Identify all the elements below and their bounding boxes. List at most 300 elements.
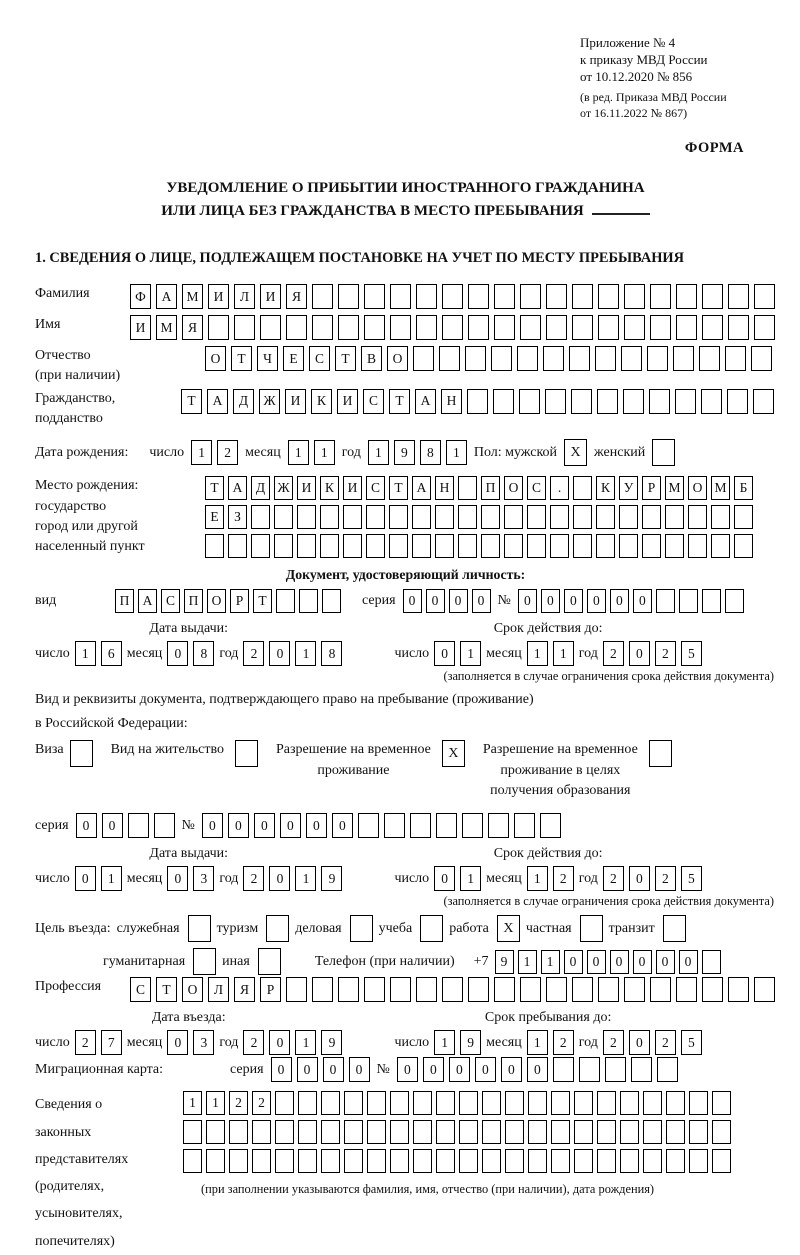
char-cell: 1 xyxy=(368,440,389,465)
char-cell xyxy=(701,389,722,414)
char-cell xyxy=(519,389,540,414)
purpose-label: Цель въезда: xyxy=(35,920,111,936)
char-cell: 6 xyxy=(101,641,122,666)
char-cell: 0 xyxy=(633,950,652,974)
char-cell xyxy=(505,1120,524,1144)
char-cell xyxy=(596,534,615,558)
char-cell xyxy=(183,1149,202,1173)
char-cell: 0 xyxy=(679,950,698,974)
char-cell: О xyxy=(688,476,707,500)
char-cell xyxy=(275,1091,294,1115)
char-cell: 1 xyxy=(288,440,309,465)
citizenship-label: Гражданство, подданство xyxy=(35,390,116,427)
char-cell xyxy=(702,284,723,309)
char-cell xyxy=(299,589,318,613)
char-cell xyxy=(322,589,341,613)
char-cell: 0 xyxy=(501,1057,522,1082)
char-cell xyxy=(260,315,281,340)
char-cell: 0 xyxy=(332,813,353,838)
char-cell xyxy=(550,534,569,558)
char-cell xyxy=(482,1120,501,1144)
char-cell xyxy=(462,813,483,838)
char-cell xyxy=(274,534,293,558)
char-cell xyxy=(649,389,670,414)
char-cell xyxy=(481,534,500,558)
char-cell xyxy=(546,315,567,340)
char-cell: А xyxy=(207,389,228,414)
char-cell xyxy=(298,1120,317,1144)
section1-heading: 1. СВЕДЕНИЯ О ЛИЦЕ, ПОДЛЕЖАЩЕМ ПОСТАНОВКЕ НА УЧЕТ ПО МЕСТУ ПРЕБЫВАНИЯ xyxy=(35,250,684,267)
char-cell: О xyxy=(504,476,523,500)
char-cell: 2 xyxy=(243,641,264,666)
char-cell xyxy=(545,389,566,414)
char-cell: И xyxy=(285,389,306,414)
char-cell xyxy=(505,1149,524,1173)
char-cell xyxy=(528,1091,547,1115)
char-cell: 0 xyxy=(306,813,327,838)
res-expiry-note: (заполняется в случае ограничения срока действия документа) xyxy=(443,894,774,909)
char-cell: В xyxy=(361,346,382,371)
char-cell xyxy=(205,534,224,558)
res-number-label: № xyxy=(181,817,195,833)
char-cell: Я xyxy=(182,315,203,340)
char-cell: А xyxy=(412,476,431,500)
char-cell xyxy=(312,284,333,309)
res-series-label: серия xyxy=(35,817,69,833)
char-cell xyxy=(413,346,434,371)
stay-day xyxy=(434,1030,481,1055)
char-cell xyxy=(505,1091,524,1115)
char-cell xyxy=(504,534,523,558)
char-cell: Р xyxy=(260,977,281,1002)
char-cell xyxy=(468,977,489,1002)
char-cell xyxy=(286,977,307,1002)
entry-year xyxy=(243,1030,342,1055)
char-cell: 8 xyxy=(420,440,441,465)
char-cell xyxy=(574,1120,593,1144)
char-cell xyxy=(320,505,339,529)
char-cell xyxy=(572,977,593,1002)
char-cell xyxy=(390,1091,409,1115)
char-cell xyxy=(520,284,541,309)
char-cell xyxy=(673,346,694,371)
char-cell xyxy=(624,284,645,309)
char-cell: О xyxy=(387,346,408,371)
amend-line: от 16.11.2022 № 867) xyxy=(580,106,688,121)
char-cell: 8 xyxy=(193,641,214,666)
char-cell: Л xyxy=(208,977,229,1002)
birth-place-row xyxy=(35,476,776,563)
form-title xyxy=(35,177,776,224)
char-cell xyxy=(597,1120,616,1144)
char-cell xyxy=(546,977,567,1002)
char-cell: Б xyxy=(734,476,753,500)
char-cell xyxy=(676,284,697,309)
char-cell: Т xyxy=(205,476,224,500)
char-cell xyxy=(493,389,514,414)
char-cell: 0 xyxy=(167,641,188,666)
char-cell xyxy=(699,346,720,371)
char-cell xyxy=(465,346,486,371)
char-cell xyxy=(390,284,411,309)
char-cell: 0 xyxy=(587,950,606,974)
char-cell xyxy=(642,534,661,558)
char-cell xyxy=(551,1120,570,1144)
char-cell xyxy=(494,315,515,340)
stay-year xyxy=(603,1030,702,1055)
char-cell xyxy=(574,1149,593,1173)
char-cell xyxy=(390,1120,409,1144)
char-cell xyxy=(416,315,437,340)
char-cell xyxy=(228,534,247,558)
form-label: ФОРМА xyxy=(684,139,744,156)
char-cell: 1 xyxy=(183,1091,202,1115)
purpose-study-checkbox xyxy=(420,915,443,942)
char-cell xyxy=(468,315,489,340)
res-expiry-group: Срок действия до: число 0 1 месяц 1 2 год 2 0 2 5 xyxy=(394,846,701,891)
char-cell: С xyxy=(527,476,546,500)
temp-residence-checkbox: X xyxy=(442,740,465,767)
char-cell xyxy=(459,1091,478,1115)
char-cell xyxy=(579,1057,600,1082)
phone-label: Телефон (при наличии) xyxy=(314,953,455,969)
char-cell: 0 xyxy=(541,589,560,613)
char-cell xyxy=(344,1149,363,1173)
char-cell: 9 xyxy=(321,866,342,891)
legal-reps-row3 xyxy=(183,1149,731,1173)
char-cell: А xyxy=(228,476,247,500)
purpose-transit: транзит xyxy=(609,915,686,942)
char-cell: 9 xyxy=(394,440,415,465)
char-cell xyxy=(598,315,619,340)
char-cell: 0 xyxy=(629,641,650,666)
doc-kind-cells xyxy=(115,589,341,613)
doc-expiry-note: (заполняется в случае ограничения срока действия документа) xyxy=(443,669,774,684)
purpose-humanitarian-checkbox xyxy=(193,948,216,975)
char-cell xyxy=(728,315,749,340)
res-expiry-month xyxy=(527,866,574,891)
char-cell: 2 xyxy=(603,1030,624,1055)
char-cell: Ч xyxy=(257,346,278,371)
char-cell: 0 xyxy=(75,866,96,891)
patronymic-label: Отчество (при наличии) xyxy=(35,348,121,384)
char-cell xyxy=(321,1091,340,1115)
char-cell: И xyxy=(260,284,281,309)
char-cell xyxy=(620,1149,639,1173)
char-cell xyxy=(624,315,645,340)
char-cell xyxy=(343,505,362,529)
char-cell xyxy=(343,534,362,558)
char-cell xyxy=(572,284,593,309)
char-cell xyxy=(688,534,707,558)
char-cell xyxy=(619,534,638,558)
char-cell: 0 xyxy=(434,641,455,666)
char-cell xyxy=(251,505,270,529)
char-cell xyxy=(753,389,774,414)
doc-series-label: серия xyxy=(362,593,396,609)
char-cell: Я xyxy=(286,284,307,309)
ref-line: Приложение № 4 xyxy=(580,35,676,50)
char-cell xyxy=(569,346,590,371)
char-cell xyxy=(689,1149,708,1173)
char-cell: О xyxy=(205,346,226,371)
char-cell: Д xyxy=(251,476,270,500)
char-cell xyxy=(338,977,359,1002)
doc-expiry-year xyxy=(603,641,702,666)
char-cell: 1 xyxy=(527,1030,548,1055)
entry-month xyxy=(167,1030,214,1055)
char-cell: 9 xyxy=(460,1030,481,1055)
char-cell xyxy=(540,813,561,838)
char-cell: Т xyxy=(335,346,356,371)
char-cell xyxy=(481,505,500,529)
char-cell: М xyxy=(156,315,177,340)
char-cell: 0 xyxy=(426,589,445,613)
char-cell: 1 xyxy=(460,641,481,666)
char-cell xyxy=(734,534,753,558)
char-cell xyxy=(711,534,730,558)
char-cell xyxy=(358,813,379,838)
char-cell: Д xyxy=(233,389,254,414)
purpose-study: учеба xyxy=(379,915,444,942)
res-issue-year xyxy=(243,866,342,891)
char-cell: 0 xyxy=(102,813,123,838)
char-cell xyxy=(366,505,385,529)
gender-female-label: женский xyxy=(594,444,646,460)
char-cell xyxy=(574,1091,593,1115)
char-cell: И xyxy=(343,476,362,500)
char-cell xyxy=(656,589,675,613)
char-cell: С xyxy=(363,389,384,414)
char-cell xyxy=(494,977,515,1002)
char-cell: О xyxy=(182,977,203,1002)
res-expiry-day xyxy=(434,866,481,891)
char-cell: Е xyxy=(205,505,224,529)
given-name-row xyxy=(35,315,776,340)
entry-date-group: Дата въезда: число 2 7 месяц 0 3 год 2 0 1 9 xyxy=(35,1010,342,1055)
doc-issue-year xyxy=(243,641,342,666)
char-cell xyxy=(482,1091,501,1115)
char-cell xyxy=(467,389,488,414)
visa-checkbox xyxy=(70,740,93,767)
char-cell: А xyxy=(138,589,157,613)
char-cell: 2 xyxy=(252,1091,271,1115)
purpose-business: служебная xyxy=(117,915,211,942)
surname-row xyxy=(35,284,776,309)
char-cell xyxy=(459,1149,478,1173)
char-cell: 1 xyxy=(518,950,537,974)
char-cell: 3 xyxy=(193,866,214,891)
char-cell xyxy=(468,284,489,309)
stay-until-group: Срок пребывания до: число 1 9 месяц 1 2 год 2 0 2 5 xyxy=(394,1010,701,1055)
char-cell: 0 xyxy=(449,1057,470,1082)
char-cell: Е xyxy=(283,346,304,371)
legal-reps-row1 xyxy=(183,1091,731,1115)
legal-reps-label: Сведения о законных представителях (родителях, усыновителях, попечителях) xyxy=(35,1097,129,1249)
char-cell xyxy=(364,977,385,1002)
char-cell xyxy=(252,1120,271,1144)
char-cell: 2 xyxy=(655,1030,676,1055)
char-cell: 2 xyxy=(603,866,624,891)
char-cell: К xyxy=(596,476,615,500)
char-cell xyxy=(338,315,359,340)
char-cell xyxy=(364,284,385,309)
char-cell xyxy=(650,315,671,340)
stay-month xyxy=(527,1030,574,1055)
char-cell xyxy=(527,534,546,558)
char-cell xyxy=(620,1091,639,1115)
char-cell xyxy=(550,505,569,529)
char-cell: 2 xyxy=(553,866,574,891)
char-cell xyxy=(596,505,615,529)
char-cell xyxy=(367,1149,386,1173)
legal-reps-section xyxy=(35,1091,776,1255)
char-cell xyxy=(679,589,698,613)
char-cell xyxy=(298,1149,317,1173)
char-cell xyxy=(689,1120,708,1144)
char-cell xyxy=(643,1149,662,1173)
identity-doc-row xyxy=(35,589,776,613)
char-cell xyxy=(367,1091,386,1115)
char-cell xyxy=(436,813,457,838)
char-cell xyxy=(553,1057,574,1082)
char-cell xyxy=(344,1091,363,1115)
char-cell xyxy=(573,505,592,529)
char-cell xyxy=(491,346,512,371)
char-cell: 9 xyxy=(495,950,514,974)
char-cell xyxy=(338,284,359,309)
char-cell: Ж xyxy=(259,389,280,414)
doc-issue-day xyxy=(75,641,122,666)
char-cell: Я xyxy=(234,977,255,1002)
char-cell xyxy=(208,315,229,340)
char-cell xyxy=(442,315,463,340)
char-cell xyxy=(702,589,721,613)
char-cell: 0 xyxy=(629,866,650,891)
char-cell xyxy=(597,1091,616,1115)
char-cell: Ж xyxy=(274,476,293,500)
char-cell: Т xyxy=(389,389,410,414)
birth-place-cells xyxy=(205,476,753,563)
citizenship-cells xyxy=(181,389,774,414)
char-cell xyxy=(251,534,270,558)
char-cell: И xyxy=(297,476,316,500)
char-cell: С xyxy=(366,476,385,500)
char-cell xyxy=(442,284,463,309)
char-cell xyxy=(619,505,638,529)
char-cell xyxy=(436,1091,455,1115)
birth-date-row: Дата рождения: число 1 2 месяц 1 1 год 1 9 8 1 Пол: мужской X женский xyxy=(35,439,776,466)
profession-label: Профессия xyxy=(35,979,102,995)
char-cell xyxy=(728,284,749,309)
char-cell xyxy=(675,389,696,414)
char-cell: М xyxy=(182,284,203,309)
char-cell: 2 xyxy=(75,1030,96,1055)
char-cell xyxy=(482,1149,501,1173)
char-cell xyxy=(286,315,307,340)
char-cell xyxy=(702,315,723,340)
purpose-work: работа X xyxy=(449,915,520,942)
char-cell xyxy=(676,977,697,1002)
purpose-private: частная xyxy=(526,915,603,942)
char-cell: А xyxy=(415,389,436,414)
option-residence-permit: Вид на жительство xyxy=(111,740,258,767)
char-cell: З xyxy=(228,505,247,529)
char-cell: 3 xyxy=(193,1030,214,1055)
char-cell: 9 xyxy=(321,1030,342,1055)
blank-underline xyxy=(592,213,650,215)
char-cell: И xyxy=(130,315,151,340)
form-title-line1: УВЕДОМЛЕНИЕ О ПРИБЫТИИ ИНОСТРАННОГО ГРАЖДАНИНА xyxy=(166,179,645,196)
given-name-label: Имя xyxy=(35,317,61,333)
char-cell: 0 xyxy=(629,1030,650,1055)
char-cell xyxy=(571,389,592,414)
char-cell xyxy=(623,389,644,414)
citizenship-row xyxy=(35,389,776,430)
option-temp-residence: Разрешение на временное проживание X xyxy=(276,740,465,781)
char-cell xyxy=(517,346,538,371)
char-cell: Р xyxy=(230,589,249,613)
char-cell xyxy=(528,1149,547,1173)
char-cell xyxy=(665,505,684,529)
char-cell xyxy=(206,1149,225,1173)
doc-number-label: № xyxy=(497,593,511,609)
char-cell xyxy=(620,1120,639,1144)
char-cell xyxy=(488,813,509,838)
identity-doc-heading: Документ, удостоверяющий личность: xyxy=(285,567,526,583)
char-cell xyxy=(520,977,541,1002)
char-cell: 1 xyxy=(295,641,316,666)
char-cell: С xyxy=(130,977,151,1002)
char-cell xyxy=(229,1120,248,1144)
char-cell: 2 xyxy=(655,641,676,666)
char-cell xyxy=(751,346,772,371)
char-cell xyxy=(605,1057,626,1082)
phone-prefix: +7 xyxy=(473,953,489,969)
char-cell: П xyxy=(115,589,134,613)
gender-female-checkbox xyxy=(652,439,675,466)
purpose-private-checkbox xyxy=(580,915,603,942)
res-issue-group: Дата выдачи: число 0 1 месяц 0 3 год 2 0 1 9 xyxy=(35,846,342,891)
char-cell: Т xyxy=(253,589,272,613)
char-cell: 1 xyxy=(295,1030,316,1055)
entry-dates xyxy=(35,1010,776,1055)
char-cell xyxy=(412,505,431,529)
char-cell: А xyxy=(156,284,177,309)
char-cell xyxy=(390,1149,409,1173)
char-cell xyxy=(621,346,642,371)
char-cell: 1 xyxy=(434,1030,455,1055)
char-cell: 1 xyxy=(527,866,548,891)
char-cell: 5 xyxy=(681,1030,702,1055)
char-cell: К xyxy=(311,389,332,414)
char-cell xyxy=(389,505,408,529)
char-cell: 0 xyxy=(449,589,468,613)
char-cell xyxy=(275,1149,294,1173)
legal-reps-row2 xyxy=(183,1120,731,1144)
char-cell xyxy=(643,1120,662,1144)
char-cell xyxy=(494,284,515,309)
char-cell xyxy=(436,1120,455,1144)
char-cell xyxy=(276,589,295,613)
char-cell xyxy=(458,534,477,558)
char-cell: 0 xyxy=(564,589,583,613)
char-cell: 5 xyxy=(681,641,702,666)
char-cell xyxy=(689,1091,708,1115)
birth-place-row3 xyxy=(205,534,753,558)
char-cell: 0 xyxy=(167,866,188,891)
char-cell: Н xyxy=(435,476,454,500)
